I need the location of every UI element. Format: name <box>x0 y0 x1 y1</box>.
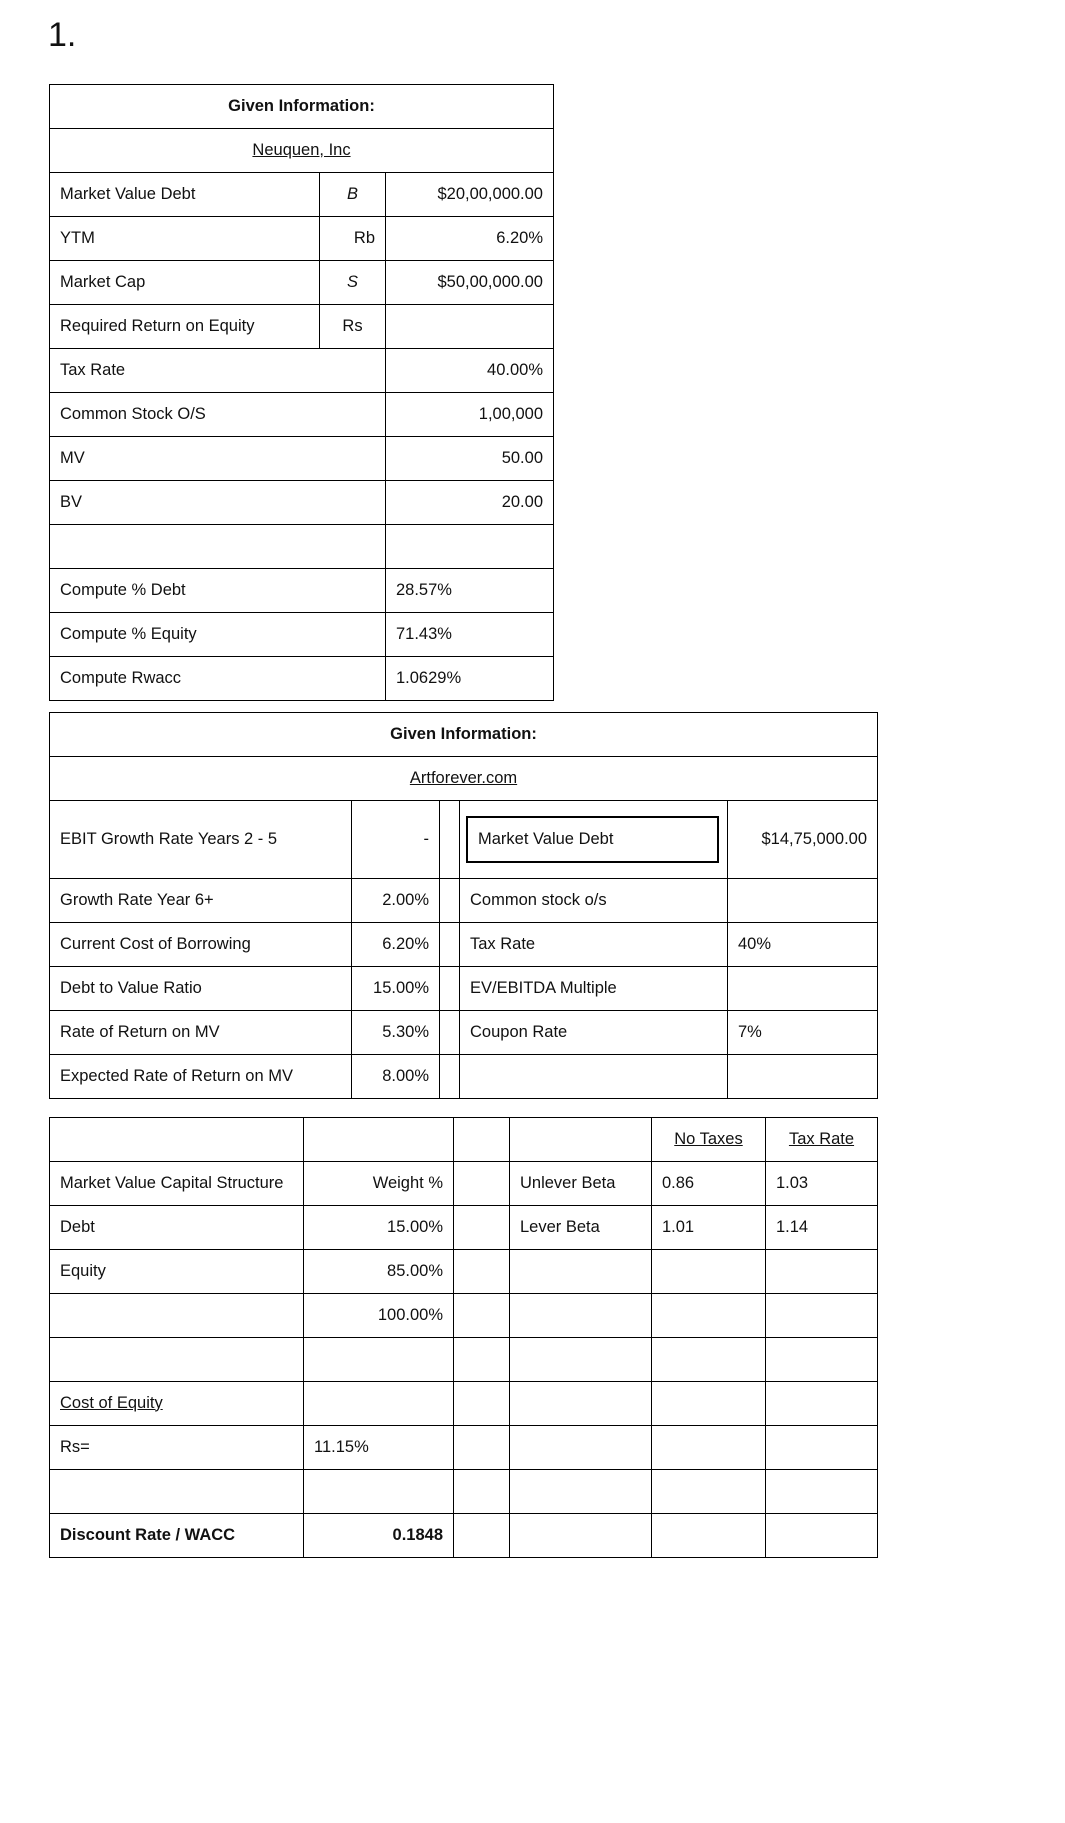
row-value-right <box>728 879 878 923</box>
row-beta-no-taxes <box>652 1426 766 1470</box>
row-label: Common Stock O/S <box>50 393 386 437</box>
table2-company-name: Artforever.com <box>50 757 878 801</box>
row-weight <box>304 1382 454 1426</box>
row-beta-tax-rate <box>766 1470 878 1514</box>
table-row-header <box>50 1118 878 1162</box>
row-value-left: 2.00% <box>352 879 440 923</box>
table-row <box>50 437 554 481</box>
col-header-tax-rate: Tax Rate <box>766 1118 878 1162</box>
table-row <box>50 1514 878 1558</box>
table-row-header <box>50 85 554 129</box>
row-spacer <box>454 1162 510 1206</box>
discount-rate-wacc-value: 0.1848 <box>304 1514 454 1558</box>
row-label-left: Expected Rate of Return on MV <box>50 1055 352 1099</box>
table-row <box>50 481 554 525</box>
row-spacer <box>454 1118 510 1162</box>
row-spacer <box>454 1206 510 1250</box>
row-value-left: 6.20% <box>352 923 440 967</box>
table-row <box>50 879 878 923</box>
row-weight: 15.00% <box>304 1206 454 1250</box>
row-weight: 100.00% <box>304 1294 454 1338</box>
rs-value: 11.15% <box>304 1426 454 1470</box>
row-beta-no-taxes <box>652 1250 766 1294</box>
row-symbol: Rb <box>320 217 386 261</box>
row-value: 40.00% <box>386 349 554 393</box>
cost-of-equity-label: Cost of Equity <box>50 1382 304 1426</box>
row-beta-no-taxes <box>652 1382 766 1426</box>
row-weight: 85.00% <box>304 1250 454 1294</box>
row-beta-label <box>510 1250 652 1294</box>
row-value-left: 5.30% <box>352 1011 440 1055</box>
table-row-header <box>50 713 878 757</box>
row-label: Compute % Equity <box>50 613 386 657</box>
row-value-right <box>728 1055 878 1099</box>
row-label: Market Cap <box>50 261 320 305</box>
row-value-left: 15.00% <box>352 967 440 1011</box>
table-row <box>50 261 554 305</box>
row-value: 6.20% <box>386 217 554 261</box>
row-label-right: EV/EBITDA Multiple <box>460 967 728 1011</box>
table1-header: Given Information: <box>50 85 554 129</box>
given-information-table-neuquen <box>49 84 554 701</box>
row-label-right <box>460 1055 728 1099</box>
row-value: $20,00,000.00 <box>386 173 554 217</box>
table-row <box>50 173 554 217</box>
row-label-left: Rate of Return on MV <box>50 1011 352 1055</box>
row-label: Compute Rwacc <box>50 657 386 701</box>
table-row <box>50 305 554 349</box>
row-label-left: Current Cost of Borrowing <box>50 923 352 967</box>
row-label <box>50 1294 304 1338</box>
row-label-left: Debt to Value Ratio <box>50 967 352 1011</box>
row-beta-tax-rate <box>766 1250 878 1294</box>
row-beta-tax-rate <box>766 1338 878 1382</box>
given-information-table-artforever <box>49 712 878 1099</box>
row-beta-label: Unlever Beta <box>510 1162 652 1206</box>
table2-header: Given Information: <box>50 713 878 757</box>
row-label: Debt <box>50 1206 304 1250</box>
row-label: Equity <box>50 1250 304 1294</box>
row-spacer <box>440 801 460 879</box>
row-weight <box>304 1338 454 1382</box>
row-beta-no-taxes <box>652 1470 766 1514</box>
row-beta-label <box>510 1294 652 1338</box>
table-row <box>50 657 554 701</box>
row-value: 20.00 <box>386 481 554 525</box>
table-row <box>50 1250 878 1294</box>
row-beta-tax-rate <box>766 1426 878 1470</box>
row-label <box>50 525 386 569</box>
row-label <box>50 1118 304 1162</box>
row-beta-tax-rate: 1.03 <box>766 1162 878 1206</box>
row-weight: Weight % <box>304 1162 454 1206</box>
row-value <box>386 525 554 569</box>
row-value: 28.57% <box>386 569 554 613</box>
row-beta-no-taxes: 1.01 <box>652 1206 766 1250</box>
row-symbol: S <box>320 261 386 305</box>
row-beta-label <box>510 1118 652 1162</box>
row-value: 1,00,000 <box>386 393 554 437</box>
row-beta-label <box>510 1382 652 1426</box>
row-label-right-container <box>460 801 728 879</box>
row-spacer <box>440 1055 460 1099</box>
row-label-right: Tax Rate <box>460 923 728 967</box>
table-row-blank <box>50 1470 878 1514</box>
row-value <box>386 305 554 349</box>
row-spacer <box>440 879 460 923</box>
row-beta-tax-rate: 1.14 <box>766 1206 878 1250</box>
row-beta-no-taxes: 0.86 <box>652 1162 766 1206</box>
row-value-right <box>728 967 878 1011</box>
row-value-right: 40% <box>728 923 878 967</box>
row-beta-label <box>510 1470 652 1514</box>
row-label: Market Value Capital Structure <box>50 1162 304 1206</box>
table-row <box>50 613 554 657</box>
table1-company-name: Neuquen, Inc <box>50 129 554 173</box>
row-spacer <box>440 967 460 1011</box>
row-spacer <box>454 1426 510 1470</box>
table-row <box>50 1206 878 1250</box>
row-value: $50,00,000.00 <box>386 261 554 305</box>
row-label: Compute % Debt <box>50 569 386 613</box>
row-weight <box>304 1118 454 1162</box>
row-label: Required Return on Equity <box>50 305 320 349</box>
row-value: 1.0629% <box>386 657 554 701</box>
row-beta-tax-rate <box>766 1382 878 1426</box>
row-spacer <box>440 1011 460 1055</box>
discount-rate-wacc-label: Discount Rate / WACC <box>50 1514 304 1558</box>
row-label: MV <box>50 437 386 481</box>
row-beta-tax-rate <box>766 1294 878 1338</box>
question-number: 1. <box>48 16 77 54</box>
table-row <box>50 569 554 613</box>
capital-structure-table <box>49 1117 878 1558</box>
row-label-left: EBIT Growth Rate Years 2 - 5 <box>50 801 352 879</box>
row-value-left: - <box>352 801 440 879</box>
row-beta-tax-rate <box>766 1514 878 1558</box>
row-value: 50.00 <box>386 437 554 481</box>
row-spacer <box>454 1470 510 1514</box>
table-row <box>50 1055 878 1099</box>
row-label: YTM <box>50 217 320 261</box>
row-spacer <box>454 1294 510 1338</box>
table-row <box>50 1162 878 1206</box>
row-weight <box>304 1470 454 1514</box>
table-row-company <box>50 757 878 801</box>
market-value-debt-box: Market Value Debt <box>466 816 719 864</box>
row-beta-no-taxes <box>652 1514 766 1558</box>
table-row <box>50 967 878 1011</box>
row-beta-label <box>510 1514 652 1558</box>
table-row <box>50 801 878 879</box>
row-label-left: Growth Rate Year 6+ <box>50 879 352 923</box>
rs-label: Rs= <box>50 1426 304 1470</box>
row-symbol: Rs <box>320 305 386 349</box>
table-row-blank <box>50 1338 878 1382</box>
row-beta-no-taxes <box>652 1294 766 1338</box>
row-spacer <box>454 1514 510 1558</box>
table-row-blank <box>50 525 554 569</box>
table-row <box>50 1382 878 1426</box>
table-row <box>50 393 554 437</box>
row-value-right: $14,75,000.00 <box>728 801 878 879</box>
row-label: BV <box>50 481 386 525</box>
row-spacer <box>440 923 460 967</box>
row-label <box>50 1470 304 1514</box>
row-value-left: 8.00% <box>352 1055 440 1099</box>
row-spacer <box>454 1338 510 1382</box>
col-header-no-taxes: No Taxes <box>652 1118 766 1162</box>
row-value-right: 7% <box>728 1011 878 1055</box>
row-label: Market Value Debt <box>50 173 320 217</box>
table-row <box>50 349 554 393</box>
row-beta-label: Lever Beta <box>510 1206 652 1250</box>
table-row-company <box>50 129 554 173</box>
row-label-right: Coupon Rate <box>460 1011 728 1055</box>
row-symbol: B <box>320 173 386 217</box>
row-spacer <box>454 1382 510 1426</box>
row-label: Tax Rate <box>50 349 386 393</box>
row-label <box>50 1338 304 1382</box>
row-label-right: Common stock o/s <box>460 879 728 923</box>
row-beta-no-taxes <box>652 1338 766 1382</box>
row-beta-label <box>510 1426 652 1470</box>
row-value: 71.43% <box>386 613 554 657</box>
row-beta-label <box>510 1338 652 1382</box>
row-spacer <box>454 1250 510 1294</box>
table-row <box>50 923 878 967</box>
table-row <box>50 1294 878 1338</box>
table-row <box>50 1426 878 1470</box>
table-row <box>50 217 554 261</box>
table-row <box>50 1011 878 1055</box>
